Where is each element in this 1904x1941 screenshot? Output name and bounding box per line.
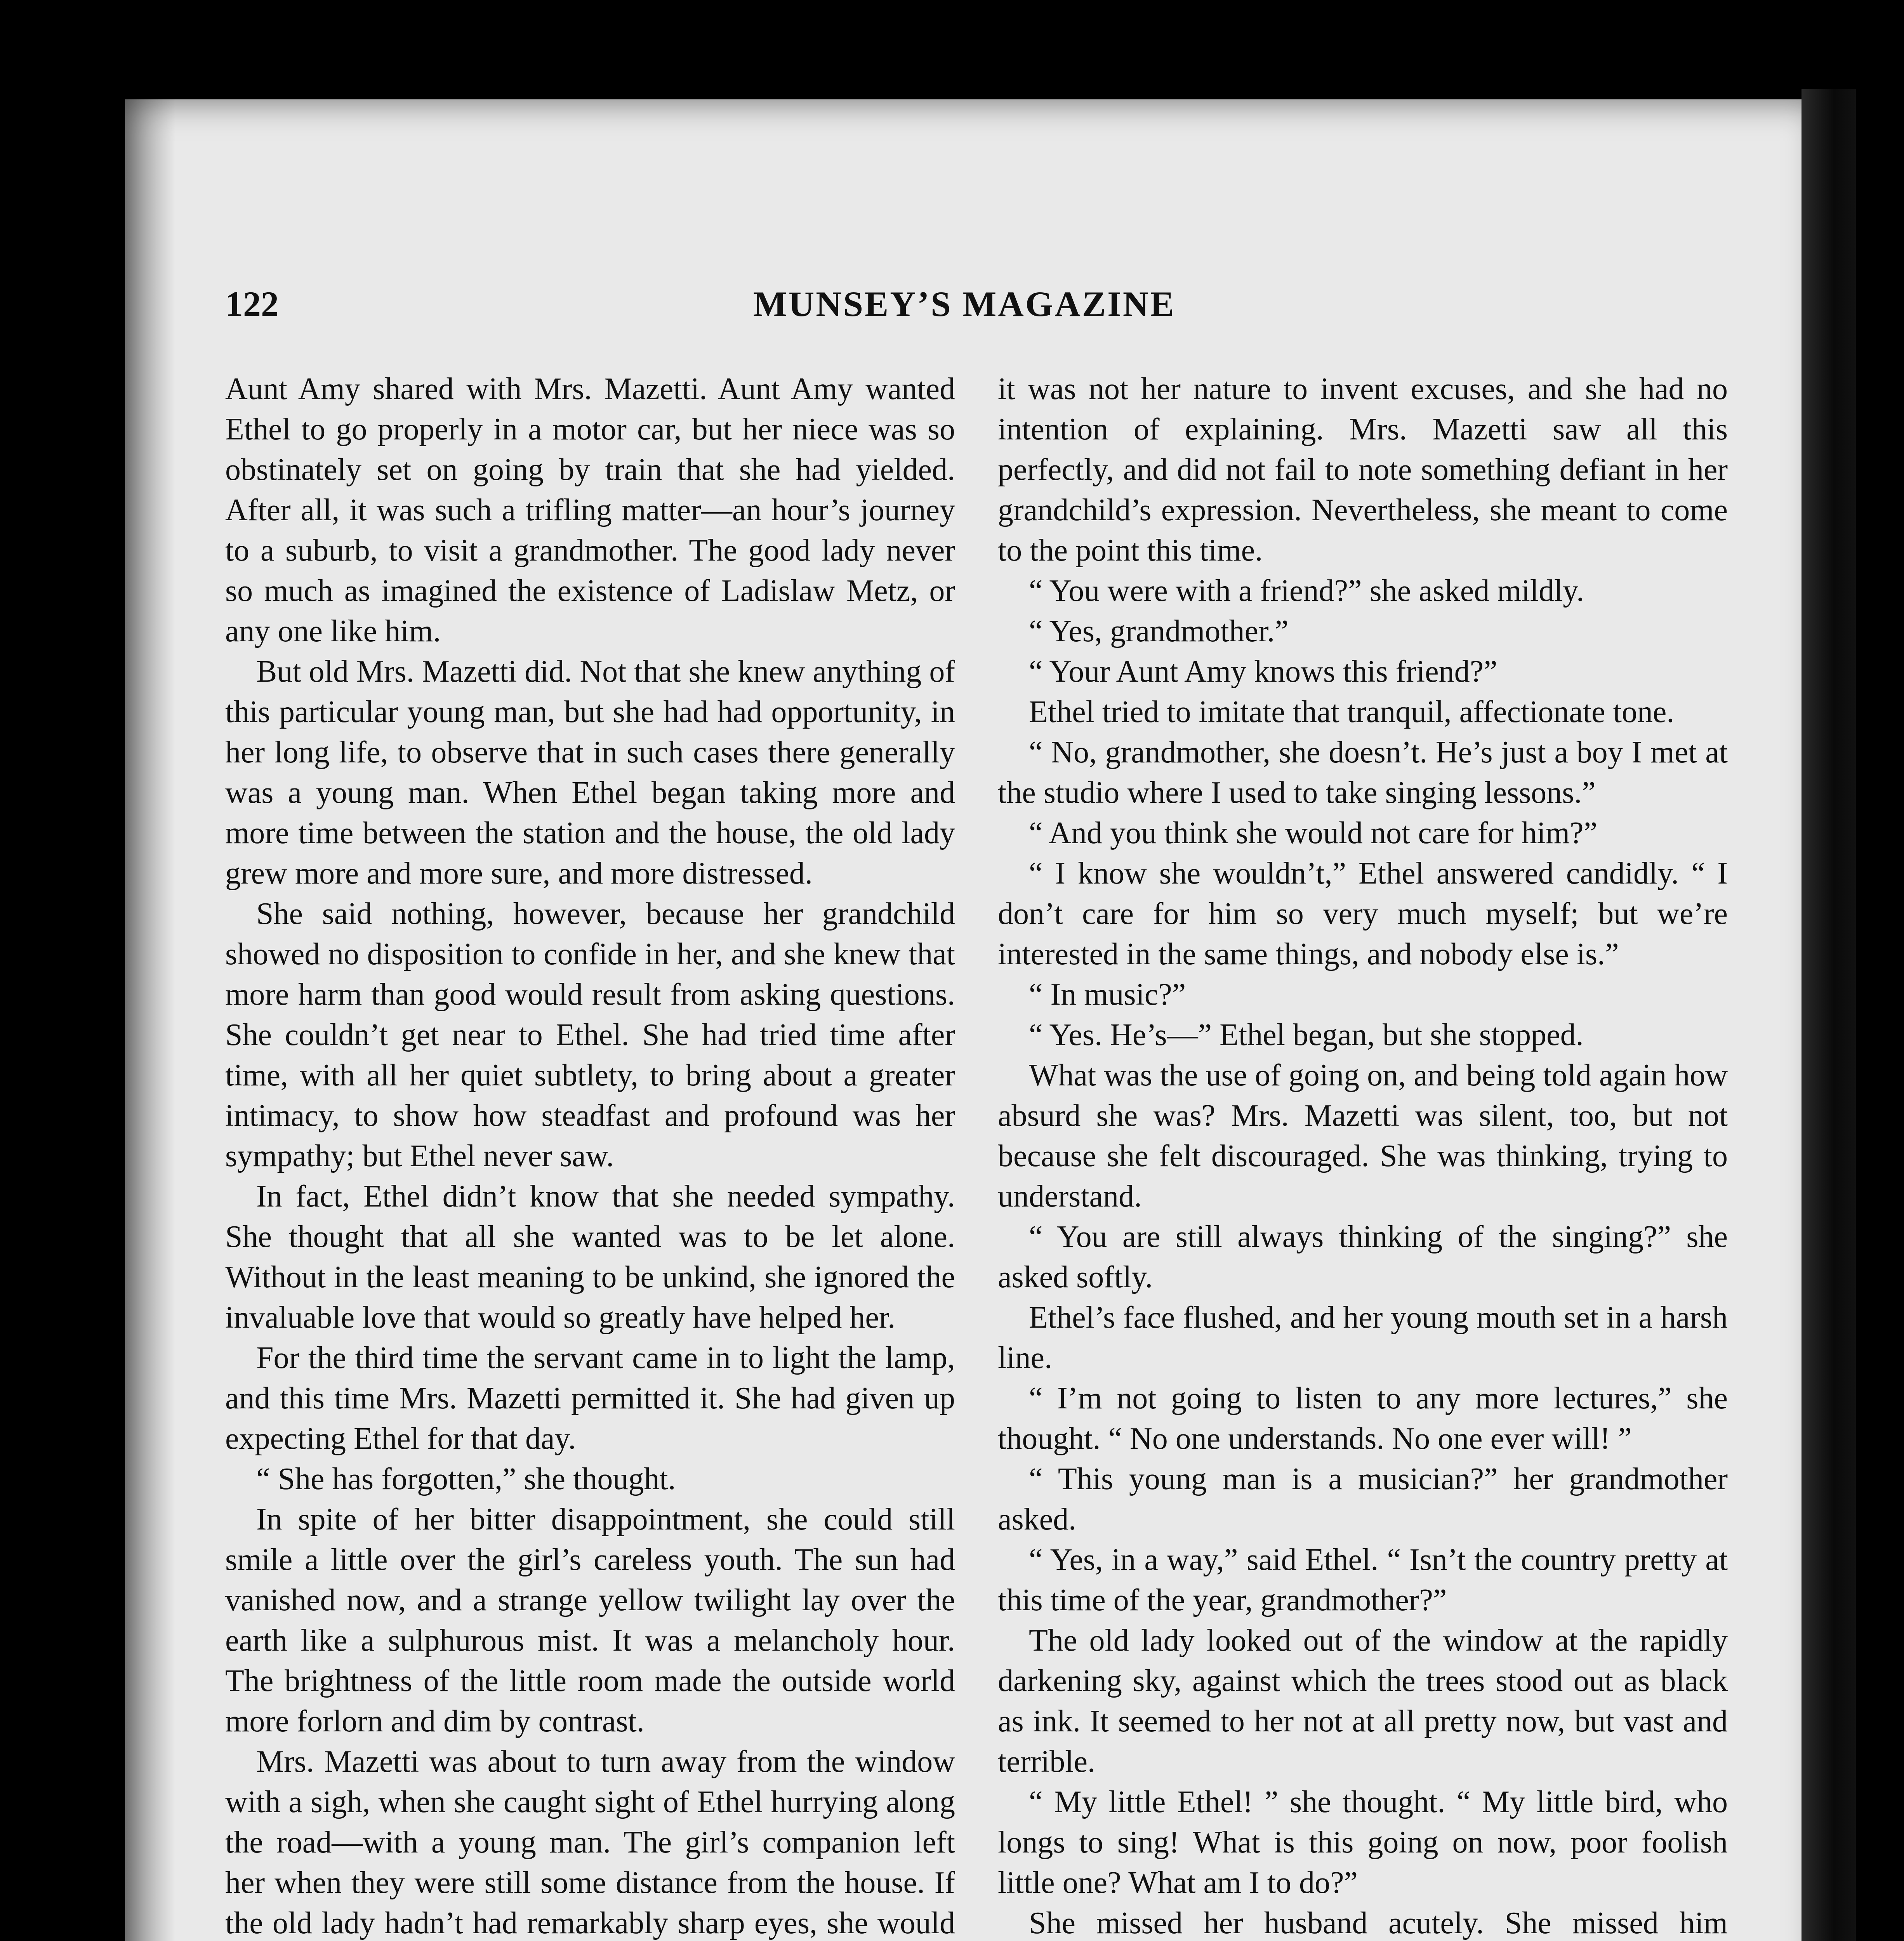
right-column <box>998 369 1728 1941</box>
paragraph: “ She has forgotten,” she thought. <box>256 1462 676 1496</box>
paragraph: Ethel tried to imitate that tranquil, affectionate tone. <box>1029 695 1675 729</box>
paragraph: “ Yes, grandmother.” <box>1029 614 1289 648</box>
running-title: MUNSEY’S MAGAZINE <box>753 284 1176 324</box>
paragraph: “ Your Aunt Amy knows this friend?” <box>1029 655 1497 689</box>
paragraph: What was the use of going on, and being told again how absurd she was? Mrs. Mazetti was silent, too, but not because she felt discouraged. She was thinking, trying to understand. <box>998 1058 1728 1214</box>
paragraph: “ I know she wouldn’t,” Ethel answered candidly. “ I don’t care for him so very much myself; but we’re interested in the same things, and nobody else is.” <box>998 856 1728 971</box>
paragraph: Aunt Amy shared with Mrs. Mazetti. Aunt Amy wanted Ethel to go properly in a motor car, but her niece was so obstinately set on going by train that she had yielded. After all, it was such a trifling matter—an hour’s journey to a suburb, to visit a grandmother. The good lady never so much as imagined the existence of Ladislaw Metz, or any one like him. <box>225 372 955 648</box>
paragraph: “ Yes, in a way,” said Ethel. “ Isn’t the country pretty at this time of the year, grandmother?” <box>998 1543 1728 1617</box>
paragraph: “ No, grandmother, she doesn’t. He’s just a boy I met at the studio where I used to take singing lessons.” <box>998 735 1728 810</box>
paragraph: “ And you think she would not care for him?” <box>1029 816 1598 850</box>
paragraph: The old lady looked out of the window at the rapidly darkening sky, against which the trees stood out as black as ink. It seemed to her not at all pretty now, but vast and terrible. <box>998 1623 1728 1779</box>
paragraph: “ You are still always thinking of the singing?” she asked softly. <box>998 1220 1728 1294</box>
page-number: 122 <box>225 284 279 324</box>
page-header <box>225 283 1739 334</box>
book-spine <box>1802 89 1856 1941</box>
paragraph: In fact, Ethel didn’t know that she needed sympathy. She thought that all she wanted was to be let alone. Without in the least meaning to be unkind, she ignored the invaluable love that would so greatly have helped her. <box>225 1179 955 1335</box>
paragraph: “ This young man is a musician?” her grandmother asked. <box>998 1462 1728 1536</box>
page-gutter-shadow <box>125 99 175 1941</box>
paragraph: “ I’m not going to listen to any more lectures,” she thought. “ No one understands. No one ever will! ” <box>998 1381 1728 1456</box>
paragraph: She said nothing, however, because her grandchild showed no disposition to confide in her, and she knew that more harm than good would result from asking questions. She couldn’t get near to Ethel. She had tried time after time, with all her quiet subtlety, to bring about a greater intimacy, to show how steadfast and profound was her sympathy; but Ethel never saw. <box>225 897 955 1173</box>
paragraph: In spite of her bitter disappointment, she could still smile a little over the girl’s careless youth. The sun had vanished now, and a strange yellow twilight lay over the earth like a sulphurous mist. It was a melancholy hour. The brightness of the little room made the outside world more forlorn and dim by contrast. <box>225 1502 955 1738</box>
paragraph: She missed her husband acutely. She missed him <box>1029 1906 1728 1940</box>
left-column <box>225 369 955 1941</box>
paragraph: “ You were with a friend?” she asked mildly. <box>1029 574 1584 608</box>
paragraph: “ My little Ethel! ” she thought. “ My little bird, who longs to sing! What is this going on now, poor foolish little one? What am I to do?” <box>998 1785 1728 1900</box>
paragraph: Ethel’s face flushed, and her young mouth set in a harsh line. <box>998 1300 1728 1375</box>
paragraph: For the third time the servant came in to light the lamp, and this time Mrs. Mazetti permitted it. She had given up expecting Ethel for that day. <box>225 1341 955 1456</box>
paragraph: it was not her nature to invent excuses, and she had no intention of explaining. Mrs. Mazetti saw all this perfectly, and did not fail to note something defiant in her grandchild’s expression. Nevertheless, she meant to come to the point this time. <box>998 372 1728 568</box>
paragraph: “ In music?” <box>1029 977 1186 1012</box>
paragraph: But old Mrs. Mazetti did. Not that she knew anything of this particular young man, but she had had opportunity, in her long life, to observe that in such cases there generally was a young man. When Ethel began taking more and more time between the station and the house, the old lady grew more and more sure, and more distressed. <box>225 655 955 891</box>
paragraph: Mrs. Mazetti was about to turn away from the window with a sigh, when she caught sight of Ethel hurrying along the road—with a young man. The girl’s companion left her when they were still some distance from the house. If the old lady hadn’t had remarkably sharp eyes, she would <box>225 1745 955 1940</box>
paragraph: “ Yes. He’s—” Ethel began, but she stopped. <box>1029 1018 1584 1052</box>
